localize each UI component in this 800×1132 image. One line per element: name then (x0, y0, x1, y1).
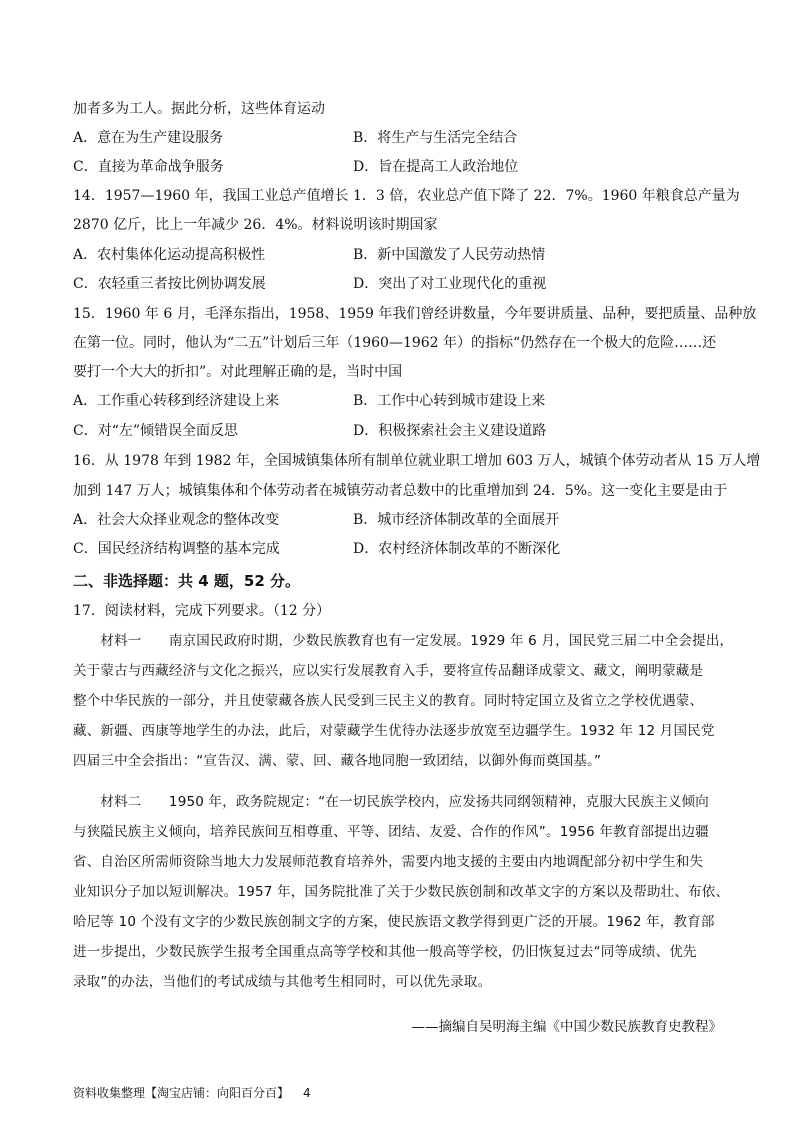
material-1-line: 四届三中全会指出：“宣告汉、满、蒙、回、藏各地同胞一致团结，以御外侮而奠国基。” (73, 753, 602, 769)
question-16-stem-2: 加到 147 万人；城镇集体和个体劳动者在城镇劳动者总数中的比重增加到 24．5%。这一变化主要是由于 (73, 483, 728, 499)
page-number: 4 (303, 1086, 311, 1100)
section-heading: 二、非选择题：共 4 题，52 分。 (73, 572, 300, 590)
q13-option-c: C．直接为革命战争服务 (73, 159, 224, 175)
q15-option-c: C．对“左”倾错误全面反思 (73, 423, 239, 439)
page-footer (73, 1084, 311, 1101)
q16-option-d: D．农村经济体制改革的不断深化 (353, 541, 561, 557)
q16-option-b: B．城市经济体制改革的全面展开 (353, 512, 560, 528)
q14-option-c: C．农轻重三者按比例协调发展 (73, 276, 266, 292)
question-15-stem-1: 15．1960 年 6 月，毛泽东指出，1958、1959 年我们曾经讲数量，今年要讲质量、品种，要把质量、品种放 (73, 306, 757, 322)
q14-option-d: D．突出了对工业现代化的重视 (353, 276, 547, 292)
material-2-line: 录取”的办法，当他们的考试成绩与其他考生相同时，可以优先录取。 (73, 974, 492, 990)
material-1-line: 整个中华民族的一部分，并且使蒙藏各族人民受到三民主义的教育。同时特定国立及省立之学校优遇蒙、 (73, 693, 704, 709)
question-14-stem-1: 14．1957—1960 年，我国工业总产值增长 1．3 倍，农业总产值下降了 22．7%。1960 年粮食总产量为 (73, 188, 740, 204)
q16-option-c: C．国民经济结构调整的基本完成 (73, 541, 280, 557)
q15-option-b: B．工作中心转到城市建设上来 (353, 393, 546, 409)
question-15-stem-3: 要打一个大大的折扣”。对此理解正确的是，当时中国 (73, 364, 403, 380)
q15-option-a: A．工作重心转移到经济建设上来 (73, 393, 280, 409)
question-17-stem: 17．阅读材料，完成下列要求。（12 分） (73, 603, 331, 619)
q14-option-b: B．新中国激发了人民劳动热情 (353, 247, 546, 263)
q15-option-d: D．积极探索社会主义建设道路 (353, 423, 547, 439)
material-2-line: 材料二 1950 年，政务院规定：“在一切民族学校内，应发扬共同纲领精神，克服大民族主义倾向 (73, 794, 709, 810)
question-15-stem-2: 在第一位。同时，他认为“二五”计划后三年（1960—1962 年）的指标“仍然存在一个极大的危险……还 (73, 335, 717, 351)
material-2-line: 与狭隘民族主义倾向，培养民族间互相尊重、平等、团结、友爱、合作的作风”。1956 年教育部提出边疆 (73, 824, 709, 840)
footer-text: 资料收集整理【淘宝店铺：向阳百分百】 (73, 1086, 290, 1100)
question-13-stem-end: 加者多为工人。据此分析，这些体育运动 (73, 101, 325, 117)
material-1-line: 藏、新疆、西康等地学生的办法，此后，对蒙藏学生优待办法逐步放宽至边疆学生。1932 年 12 月国民党 (73, 723, 715, 739)
question-14-stem-2: 2870 亿斤，比上一年减少 26．4%。材料说明该时期国家 (73, 217, 438, 233)
material-2-line: 省、自治区所需师资除当地大力发展师范教育培养外，需要内地支援的主要由内地调配部分初中学生和失 (73, 854, 704, 870)
material-source-citation: ——摘编自吴明海主编《中国少数民族教育史教程》 (411, 1019, 722, 1035)
material-2-line: 进一步提出，少数民族学生报考全国重点高等学校和其他一般高等学校，仍旧恢复过去“同等成绩、优先 (73, 944, 697, 960)
material-1-line: 关于蒙古与西藏经济与文化之振兴，应以实行发展教育入手，要将宣传品翻译成蒙文、藏文，阐明蒙藏是 (73, 663, 704, 679)
q13-option-a: A．意在为生产建设服务 (73, 130, 224, 146)
question-16-stem-1: 16．从 1978 年到 1982 年，全国城镇集体所有制单位就业职工增加 603 万人，城镇个体劳动者从 15 万人增 (73, 453, 761, 469)
q13-option-d: D．旨在提高工人政治地位 (353, 159, 519, 175)
material-2-line: 哈尼等 10 个没有文字的少数民族创制文字的方案，使民族语文教学得到更广泛的开展。1962 年，教育部 (73, 914, 715, 930)
material-2-line: 业知识分子加以短训解决。1957 年，国务院批准了关于少数民族创制和改革文字的方案以及帮助壮、布依、 (73, 884, 730, 900)
q13-option-b: B．将生产与生活完全结合 (353, 130, 518, 146)
q14-option-a: A．农村集体化运动提高积极性 (73, 247, 266, 263)
q16-option-a: A．社会大众择业观念的整体改变 (73, 512, 280, 528)
material-1-line: 材料一 南京国民政府时期，少数民族教育也有一定发展。1929 年 6 月，国民党三届二中全会提出， (73, 633, 734, 649)
